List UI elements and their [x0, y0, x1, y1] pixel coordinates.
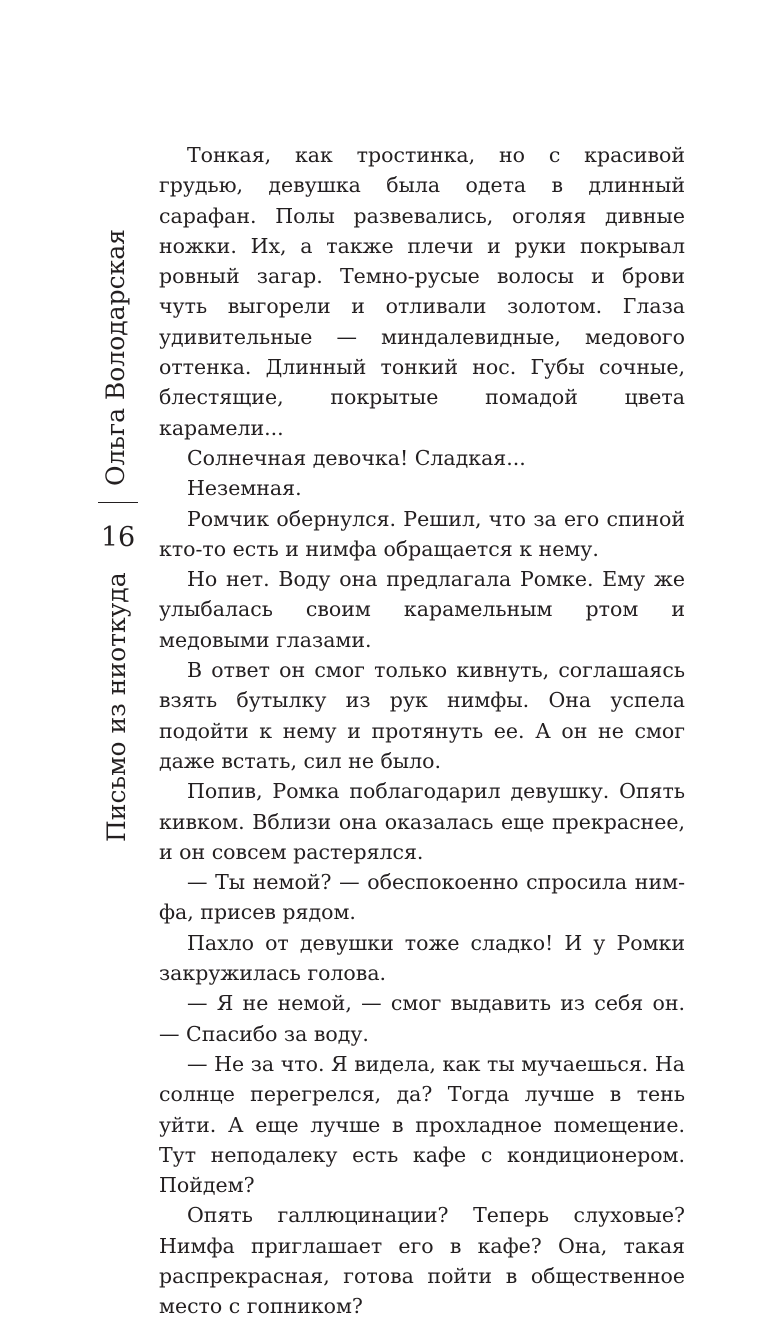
paragraph: Опять галлюцинации? Теперь слуховые? Нимфа приглашает его в кафе? Она, такая распрекрасная, готова пойти в общественное место с гопником?: [159, 1203, 685, 1319]
book-title: Письмо из ниоткуда: [102, 572, 131, 842]
paragraph: Но нет. Воду она предлагала Ромке. Ему же улыбалась своим карамельным ртом и медовыми глазами.: [159, 567, 685, 652]
page-number: 16: [100, 522, 136, 553]
paragraph: В ответ он смог только кивнуть, соглашаясь взять бутылку из рук нимфы. Она успела подойти к нему и протянуть ее. А он не смог даже встать, сил не было.: [159, 658, 685, 773]
paragraph: Неземная.: [187, 476, 302, 501]
running-head: [88, 230, 148, 850]
author-name: Ольга Володарская: [101, 229, 130, 486]
paragraph: Пахло от девушки тоже сладко! И у Ромки закружилась голова.: [159, 930, 685, 986]
paragraph: — Не за что. Я видела, как ты мучаешься. На солнце перегрелся, да? Тогда лучше в тень уйти. А еще лучше в прохладное помещение. Тут неподалеку есть кафе с кондиционером. Пойдем?: [159, 1051, 685, 1198]
paragraph: — Ты немой? — обеспокоенно спросила нимфа, присев рядом.: [159, 870, 685, 925]
paragraph: Солнечная девочка! Сладкая...: [187, 445, 526, 470]
body-text: [159, 140, 685, 1322]
paragraph: Ромчик обернулся. Решил, что за его спиной кто-то есть и нимфа обращается к нему.: [159, 506, 685, 561]
running-head-divider: [98, 502, 138, 503]
paragraph: Тонкая, как тростинка, но с красивой грудью, девушка была одета в длинный сарафан. Полы развевались, оголяя дивные ножки. Их, а также плечи и руки покрывал ровный загар. Темно-русые волосы и брови чуть выгорели и отливали золотом. Глаза удивительные — миндалевидные, медового оттенка. Длинный тонкий нос. Губы сочные, блестящие, покрытые помадой цвета карамели...: [159, 143, 685, 440]
paragraph: — Я не немой, — смог выдавить из себя он. — Спасибо за воду.: [159, 991, 685, 1046]
running-head-author: [88, 230, 148, 492]
paragraph: Попив, Ромка поблагодарил девушку. Опять кивком. Вблизи она оказалась еще прекраснее, и он совсем растерялся.: [159, 779, 685, 864]
